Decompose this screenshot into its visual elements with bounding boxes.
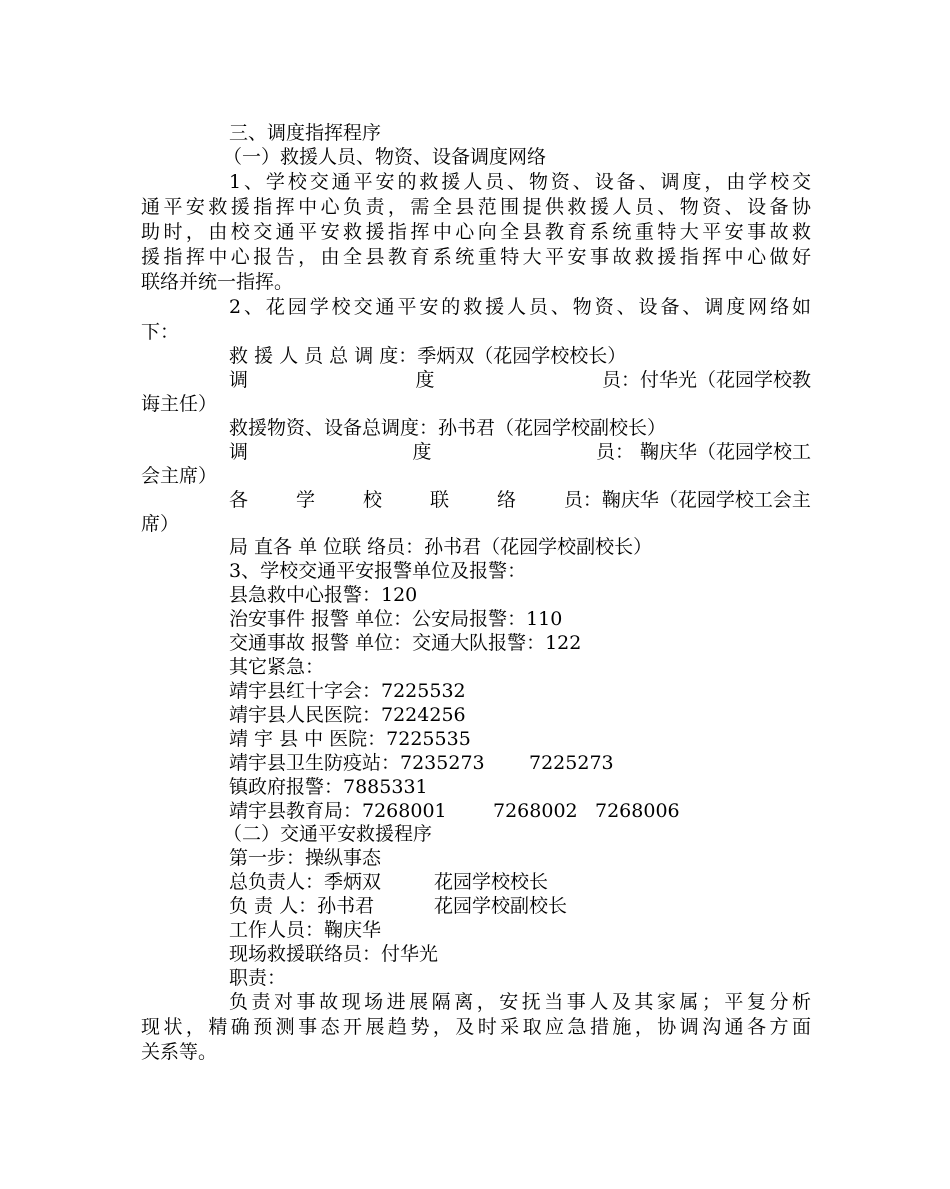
line-segment: 靖宇县卫生防疫站：7235273	[229, 752, 485, 774]
paragraph-line: 通平安救援指挥中心负责，需全县范围提供救援人员、物资、设备协	[141, 196, 811, 218]
paragraph-line: 治安事件 报警 单位：公安局报警：110	[229, 608, 563, 630]
paragraph-line: 职责：	[229, 967, 287, 989]
spread-segment: 员： 鞠庆华（花园学校工	[595, 441, 811, 463]
paragraph-line: 2、花园学校交通平安的救援人员、物资、设备、调度网络如	[229, 296, 811, 318]
spread-segment: 各	[229, 489, 249, 511]
paragraph-line: 现场救援联络员：付华光	[229, 943, 439, 965]
spread-segment: 员：鞠庆华（花园学校工会主	[563, 489, 811, 511]
line-segment: 7268002	[493, 800, 578, 822]
paragraph-line: 工作人员：鞠庆华	[229, 919, 382, 941]
spread-segment: 学	[295, 489, 315, 511]
subsection-heading: （一）救援人员、物资、设备调度网络	[223, 146, 547, 168]
paragraph-line: 靖宇县人民医院：7224256	[229, 704, 466, 726]
paragraph-line: 镇政府报警：7885331	[229, 776, 428, 798]
paragraph-line	[229, 751, 811, 775]
line-segment: 7225273	[529, 752, 614, 774]
paragraph-line: 现状，精确预测事态开展趋势，及时采取应急措施，协调沟通各方面	[141, 1016, 811, 1038]
line-segment: 负 责 人：孙书君	[229, 895, 375, 917]
paragraph-line	[229, 894, 811, 918]
spread-segment: 度	[412, 441, 432, 463]
paragraph-line: 下：	[141, 321, 180, 343]
spread-segment: 调	[229, 369, 249, 391]
paragraph-line: 局 直各 单 位联 络员：孙书君（花园学校副校长）	[229, 536, 653, 558]
paragraph-line: 第一步：操纵事态	[229, 847, 382, 869]
line-segment: 花园学校副校长	[434, 895, 568, 917]
spread-segment: 络	[496, 489, 516, 511]
paragraph-line: 援指挥中心报告，由全县教育系统重特大平安事故救援指挥中心做好	[141, 246, 811, 268]
paragraph-line: 县急救中心报警：120	[229, 584, 418, 606]
paragraph-line: 其它紧急：	[229, 656, 325, 678]
paragraph-line: 负责对事故现场进展隔离，安抚当事人及其家属；平复分析	[229, 991, 811, 1013]
spread-segment: 员：付华光（花园学校教	[601, 369, 811, 391]
line-segment: 靖宇县教育局：7268001	[229, 800, 447, 822]
spread-line	[229, 440, 811, 464]
paragraph-line: 会主席）	[141, 465, 218, 487]
paragraph-line: 救 援 人 员 总 调 度：季炳双（花园学校校长）	[229, 345, 627, 367]
spread-segment: 校	[362, 489, 382, 511]
paragraph-line	[229, 799, 811, 823]
spread-line	[229, 368, 811, 392]
paragraph-line: 诲主任）	[141, 393, 218, 415]
spread-line	[229, 488, 811, 512]
spread-segment: 联	[429, 489, 449, 511]
subsection-heading: （二）交通平安救援程序	[223, 823, 433, 845]
paragraph-line: 交通事故 报警 单位：交通大队报警：122	[229, 632, 582, 654]
paragraph-line: 靖宇县红十字会：7225532	[229, 680, 466, 702]
line-segment: 7268006	[595, 800, 680, 822]
spread-segment: 度	[415, 369, 435, 391]
line-segment: 花园学校校长	[434, 871, 549, 893]
line-segment: 总负责人：季炳双	[229, 871, 382, 893]
paragraph-line: 3、学校交通平安报警单位及报警：	[229, 560, 527, 582]
paragraph-line: 救援物资、设备总调度：孙书君（花园学校副校长）	[229, 417, 667, 439]
section-heading: 三、调度指挥程序	[229, 122, 382, 144]
paragraph-line: 1、学校交通平安的救援人员、物资、设备、调度，由学校交	[229, 171, 811, 193]
paragraph-line	[229, 870, 811, 894]
paragraph-line: 席）	[141, 513, 180, 535]
paragraph-line: 关系等。	[141, 1041, 218, 1063]
paragraph-line: 靖 宇 县 中 医院：7225535	[229, 728, 471, 750]
paragraph-line: 助时，由校交通平安救援指挥中心向全县教育系统重特大平安事故救	[141, 221, 811, 243]
spread-segment: 调	[229, 441, 249, 463]
paragraph-line: 联络并统一指挥。	[141, 271, 294, 293]
